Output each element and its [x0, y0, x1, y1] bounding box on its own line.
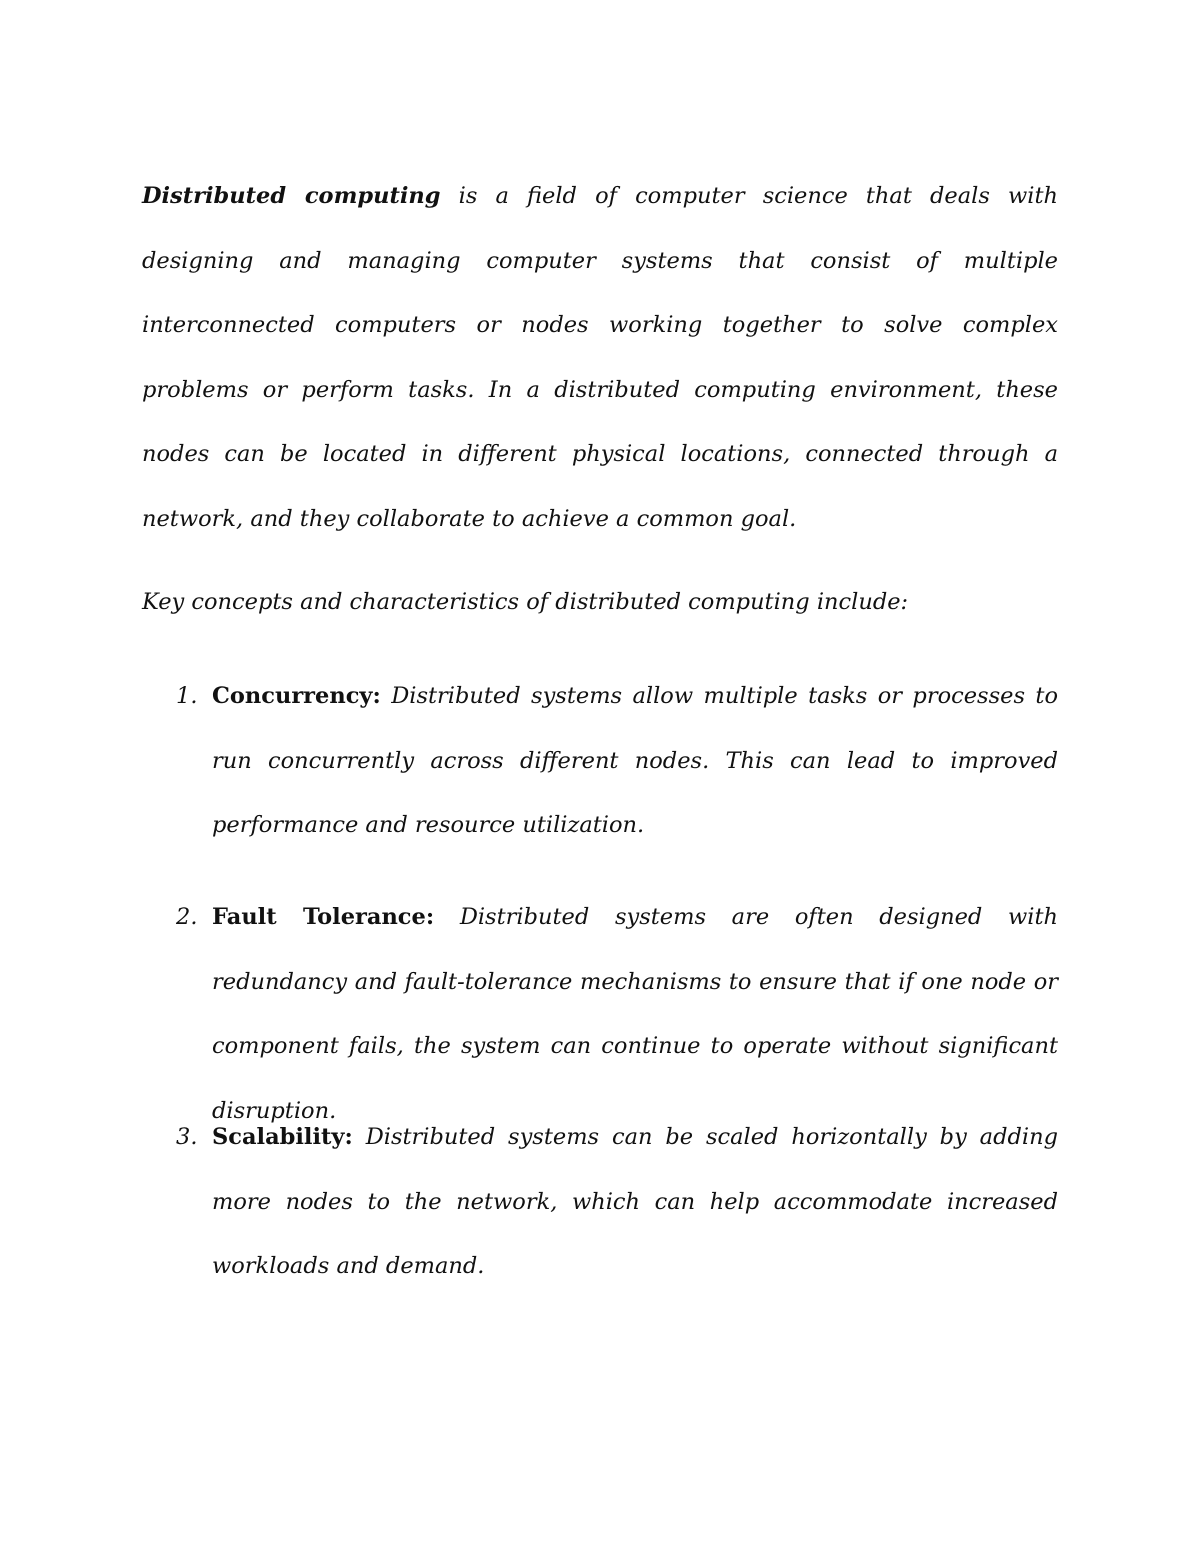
concept-number: 1.: [176, 683, 198, 709]
concept-body: [212, 664, 1058, 858]
concept-title: Scalability:: [212, 1124, 353, 1150]
intro-term: Distributed computing: [142, 183, 441, 209]
concept-body: [212, 1105, 1058, 1299]
concept-item-scalability: [142, 1105, 1058, 1299]
concept-number: 2.: [176, 904, 198, 930]
concept-item-concurrency: [142, 664, 1058, 858]
concept-number: 3.: [176, 1124, 198, 1150]
intro-paragraph: [142, 164, 1058, 552]
intro-text: is a field of computer science that deals with designing and managing computer systems that consist of multiple interconnected computers or nodes working together to solve complex problems or perform tasks. In a distributed computing environment, these nodes can be located in different physical locations, connected through a network, and they collaborate to achieve a common goal.: [142, 183, 1058, 532]
concept-text: Distributed systems allow multiple tasks or processes to run concurrently across different nodes. This can lead to improved performance and resource utilization.: [212, 683, 1058, 839]
document-page: [142, 0, 1058, 1553]
concepts-lead: Key concepts and characteristics of distributed computing include:: [142, 589, 909, 615]
concept-title: Fault Tolerance:: [212, 904, 435, 930]
concept-text: Distributed systems can be scaled horizontally by adding more nodes to the network, which can help accommodate increased workloads and demand.: [212, 1124, 1058, 1280]
concept-title: Concurrency:: [212, 683, 381, 709]
concept-text: Distributed systems are often designed with redundancy and fault-tolerance mechanisms to ensure that if one node or component fails, the system can continue to operate without significant disruption.: [212, 904, 1058, 1124]
